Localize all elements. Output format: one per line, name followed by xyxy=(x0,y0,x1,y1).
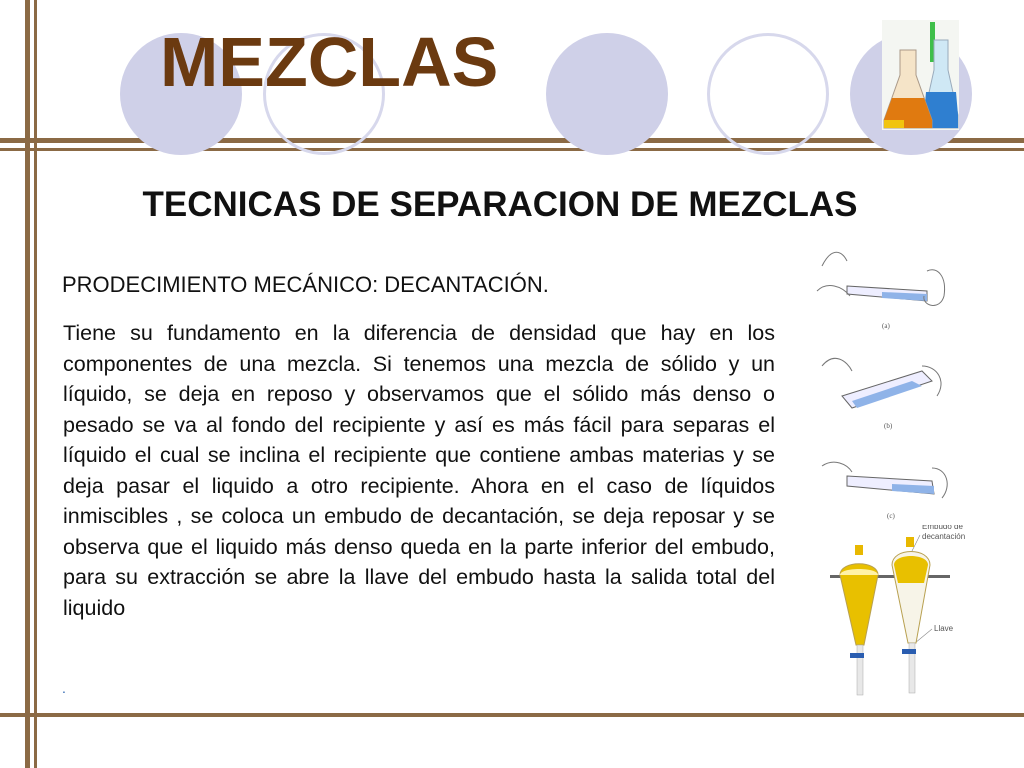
slide-title: MEZCLAS xyxy=(160,23,499,101)
funnel-label-line1: Embudo de xyxy=(922,525,963,531)
step-c-label: (c) xyxy=(887,512,895,520)
decor-circle-3 xyxy=(546,33,668,155)
body-paragraph: Tiene su fundamento en la diferencia de densidad que hay en los componentes de una mezcla. Si tenemos una mezcla de sólido y un líquido, se deja en reposo y observamos que el sólido más denso o pesado se va al fondo del recipiente y así es más fácil para separas el líquido el cual se inclina el recipiente que contiene ambas materias y se deja pasar el liquido a otro recipiente. Ahora en el caso de líquidos inmiscibles , se coloca un embudo de decantación, se deja reposar y se observa que el liquido más denso queda en la parte inferior del embudo, para su extracción se abre la llave del embudo hasta la salida total del liquido xyxy=(63,321,775,620)
trailing-dot: . xyxy=(62,680,66,696)
valve-label: Llave xyxy=(934,624,954,633)
funnel-label-line2: decantación xyxy=(922,532,966,541)
frame-vertical-line-2 xyxy=(34,0,37,768)
step-b-drawing xyxy=(822,358,941,430)
lab-glassware-image xyxy=(882,20,959,130)
decantation-steps-illustration xyxy=(812,236,962,536)
frame-horizontal-line-bottom xyxy=(0,713,1024,717)
frame-vertical-line-1 xyxy=(25,0,30,768)
section-heading: PRODECIMIENTO MECÁNICO: DECANTACIÓN. xyxy=(62,272,549,297)
step-c-drawing xyxy=(822,462,947,520)
step-b-label: (b) xyxy=(884,422,893,430)
decor-circle-4 xyxy=(707,33,829,155)
separatory-funnels-illustration xyxy=(830,525,970,705)
step-a-label: (a) xyxy=(882,322,890,330)
step-a-drawing xyxy=(817,252,945,330)
slide-subtitle: TECNICAS DE SEPARACION DE MEZCLAS xyxy=(142,185,858,224)
